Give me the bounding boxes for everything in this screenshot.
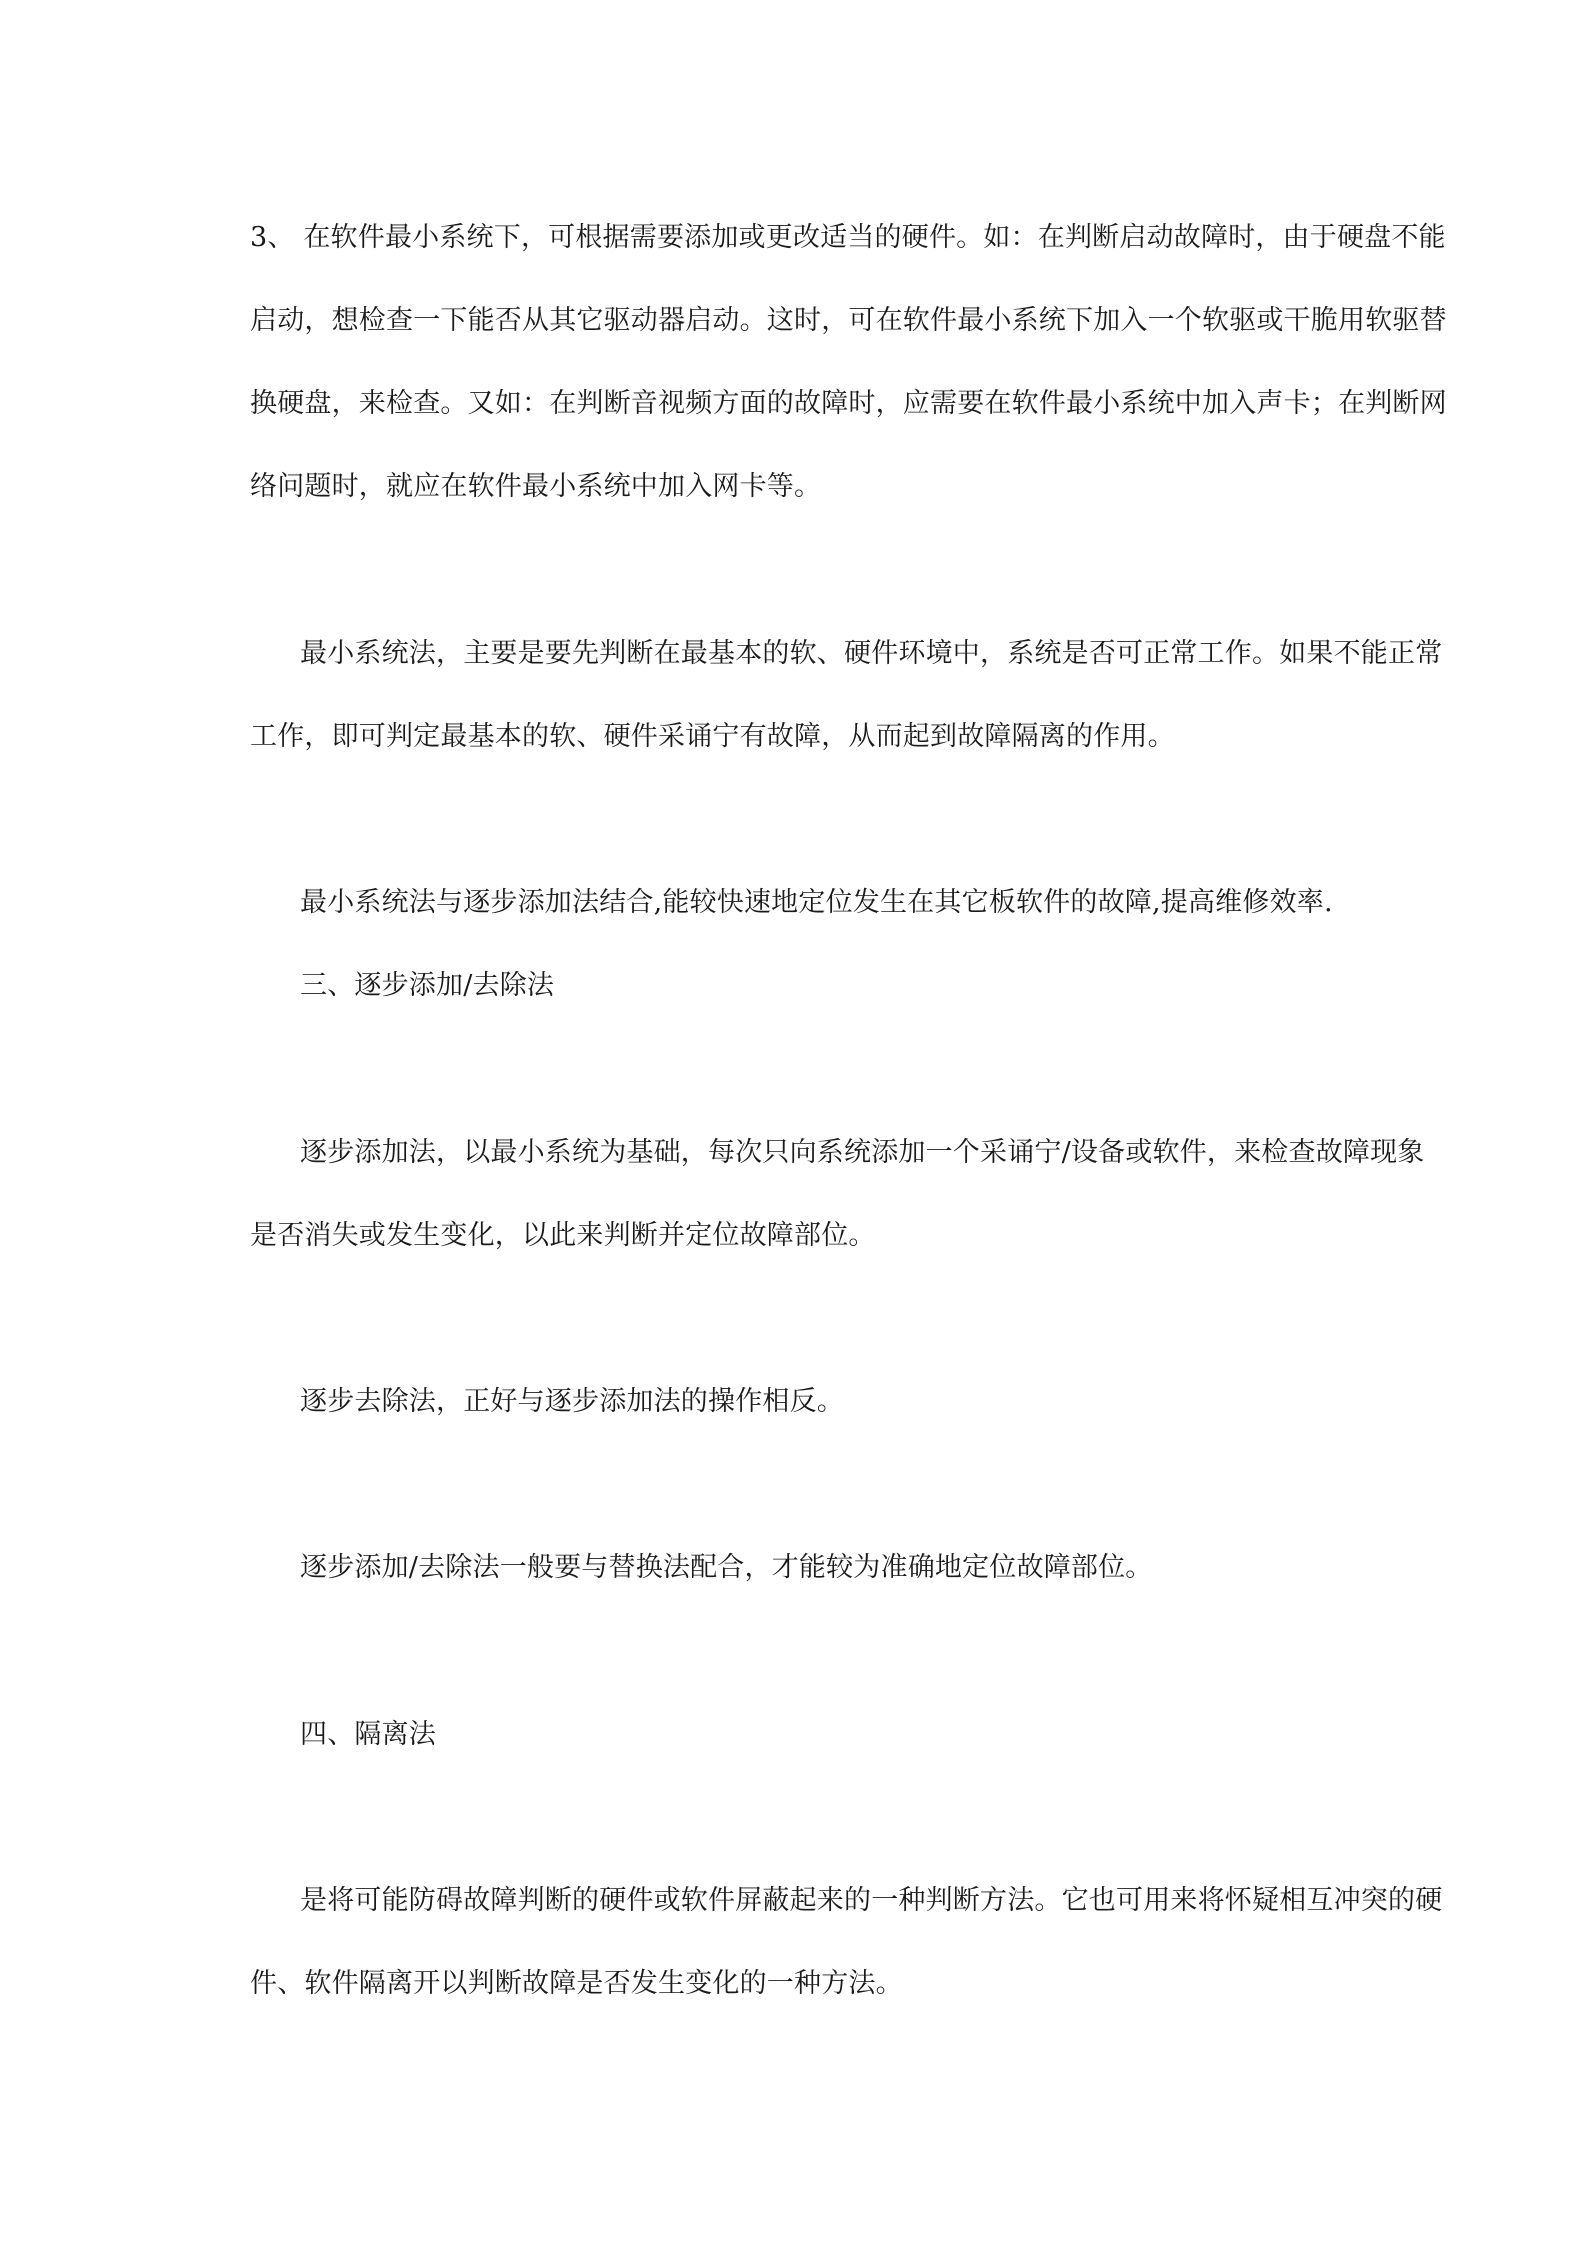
text-line: 逐步添加法，以最小系统为基础，每次只向系统添加一个采诵宁/设备或软件，来检查故障现象	[300, 1137, 1425, 1168]
section-heading-isolation-method: 四、隔离法	[300, 1719, 436, 1750]
text-line: 逐步去除法，正好与逐步添加法的操作相反。	[300, 1386, 844, 1417]
text-line: 是否消失或发生变化，以此来判断并定位故障部位。	[250, 1220, 876, 1251]
text-line: 换硬盘，来检查。又如：在判断音视频方面的故障时，应需要在软件最小系统中加入声卡；在判断网	[250, 388, 1447, 419]
section-heading-add-remove-method: 三、逐步添加/去除法	[300, 970, 555, 1001]
text-line: 最小系统法与逐步添加法结合,能较快速地定位发生在其它板软件的故障,提高维修效率.	[300, 887, 1333, 918]
text-line: 最小系统法，主要是要先判断在最基本的软、硬件环境中，系统是否可正常工作。如果不能正常	[300, 638, 1443, 669]
text-line: 逐步添加/去除法一般要与替换法配合，才能较为准确地定位故障部位。	[300, 1552, 1153, 1583]
text-line: 是将可能防碍故障判断的硬件或软件屏蔽起来的一种判断方法。它也可用来将怀疑相互冲突的硬	[300, 1885, 1443, 1916]
text-line: 启动，想检查一下能否从其它驱动器启动。这时，可在软件最小系统下加入一个软驱或干脆用软驱替	[250, 305, 1447, 336]
text-line: 件、软件隔离开以判断故障是否发生变化的一种方法。	[250, 1968, 903, 1999]
text-line: 3、 在软件最小系统下，可根据需要添加或更改适当的硬件。如：在判断启动故障时，由于硬盘不能	[250, 222, 1446, 253]
text-line: 络问题时，就应在软件最小系统中加入网卡等。	[250, 471, 822, 502]
text-line: 工作，即可判定最基本的软、硬件采诵宁有故障，从而起到故障隔离的作用。	[250, 721, 1175, 752]
